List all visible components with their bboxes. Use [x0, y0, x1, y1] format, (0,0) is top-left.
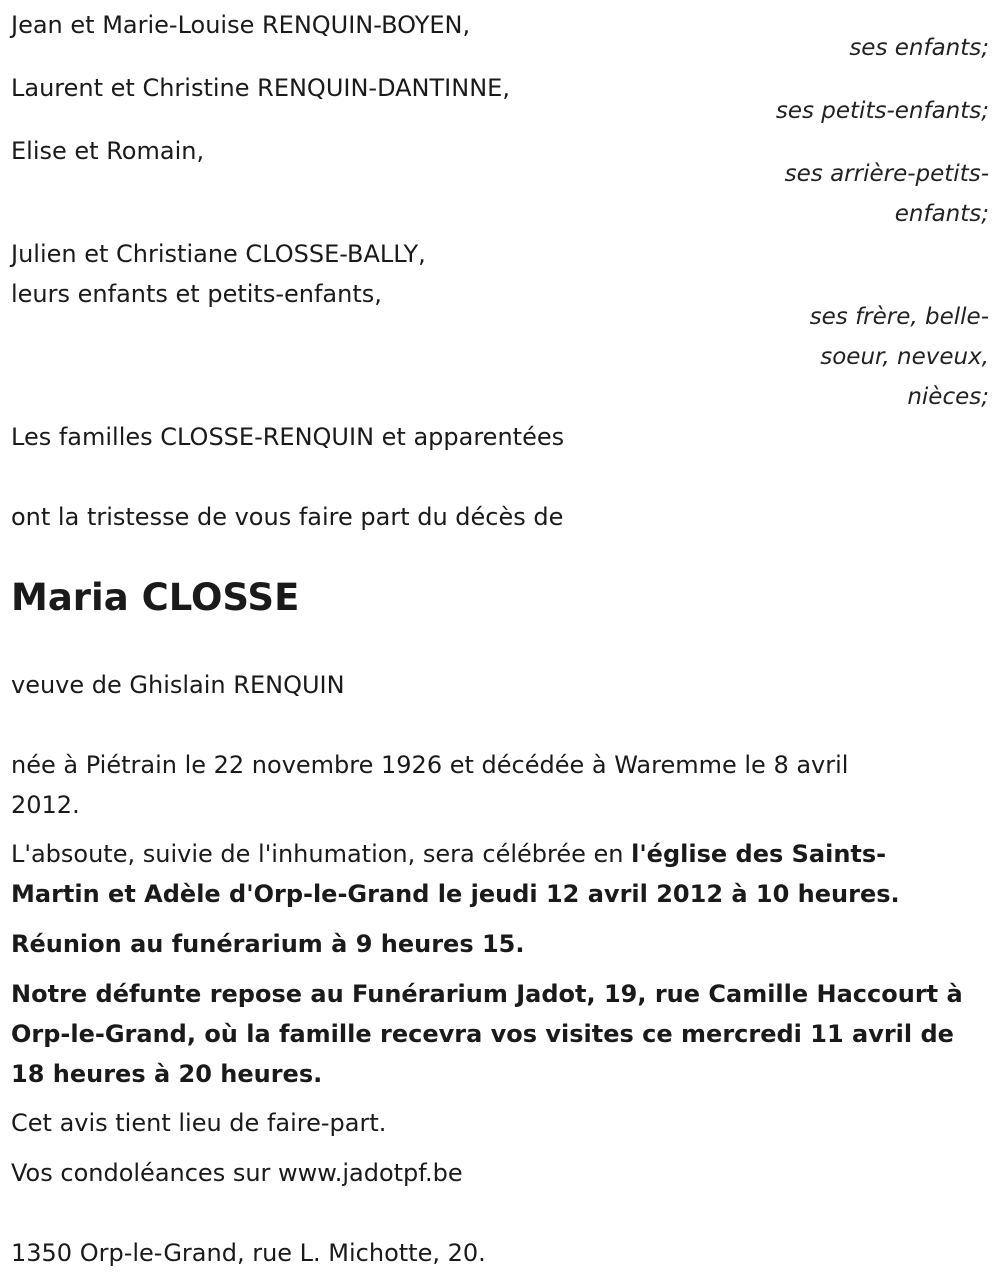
family-line-3: Elise et Romain,	[11, 137, 205, 165]
family-line-1: Jean et Marie-Louise RENQUIN-BOYEN,	[11, 11, 471, 39]
relation-great-grandchildren-1: ses arrière-petits-	[784, 161, 989, 187]
meeting-info: Réunion au funérarium à 9 heures 15.	[11, 930, 525, 958]
ceremony-place-2: Martin et Adèle d'Orp-le-Grand le jeudi 12 avril 2012 à 10 heures.	[11, 880, 900, 908]
dates-line-2: 2012.	[11, 791, 80, 819]
family-line-6: Les familles CLOSSE-RENQUIN et apparentées	[11, 423, 565, 451]
dates-line-1: née à Piétrain le 22 novembre 1926 et décédée à Waremme le 8 avril	[11, 751, 849, 779]
address-text: 1350 Orp-le-Grand, rue L. Michotte, 20.	[11, 1239, 486, 1267]
relation-children: ses enfants;	[849, 35, 989, 61]
relation-great-grandchildren-2: enfants;	[894, 201, 989, 227]
relation-grandchildren: ses petits-enfants;	[775, 98, 989, 124]
relation-siblings-1: ses frère, belle-	[809, 304, 989, 330]
family-line-2: Laurent et Christine RENQUIN-DANTINNE,	[11, 74, 510, 102]
spouse-line: veuve de Ghislain RENQUIN	[11, 671, 345, 699]
family-line-5: leurs enfants et petits-enfants,	[11, 280, 382, 308]
family-line-4: Julien et Christiane CLOSSE-BALLY,	[11, 240, 426, 268]
ceremony-intro: L'absoute, suivie de l'inhumation, sera célébrée en	[11, 840, 632, 868]
announcement-text: ont la tristesse de vous faire part du décès de	[11, 503, 564, 531]
relation-siblings-3: nièces;	[907, 384, 989, 410]
visitation-line-3: 18 heures à 20 heures.	[11, 1060, 323, 1088]
visitation-line-2: Orp-le-Grand, où la famille recevra vos visites ce mercredi 11 avril de	[11, 1020, 954, 1048]
ceremony-place-1: l'église des Saints-	[631, 840, 887, 868]
condolences-text: Vos condoléances sur www.jadotpf.be	[11, 1159, 463, 1187]
relation-siblings-2: soeur, neveux,	[820, 344, 989, 370]
ceremony-line-1	[11, 834, 886, 874]
deceased-name: Maria CLOSSE	[11, 576, 300, 619]
visitation-line-1: Notre défunte repose au Funérarium Jadot, 19, rue Camille Haccourt à	[11, 980, 963, 1008]
notice-text: Cet avis tient lieu de faire-part.	[11, 1109, 387, 1137]
